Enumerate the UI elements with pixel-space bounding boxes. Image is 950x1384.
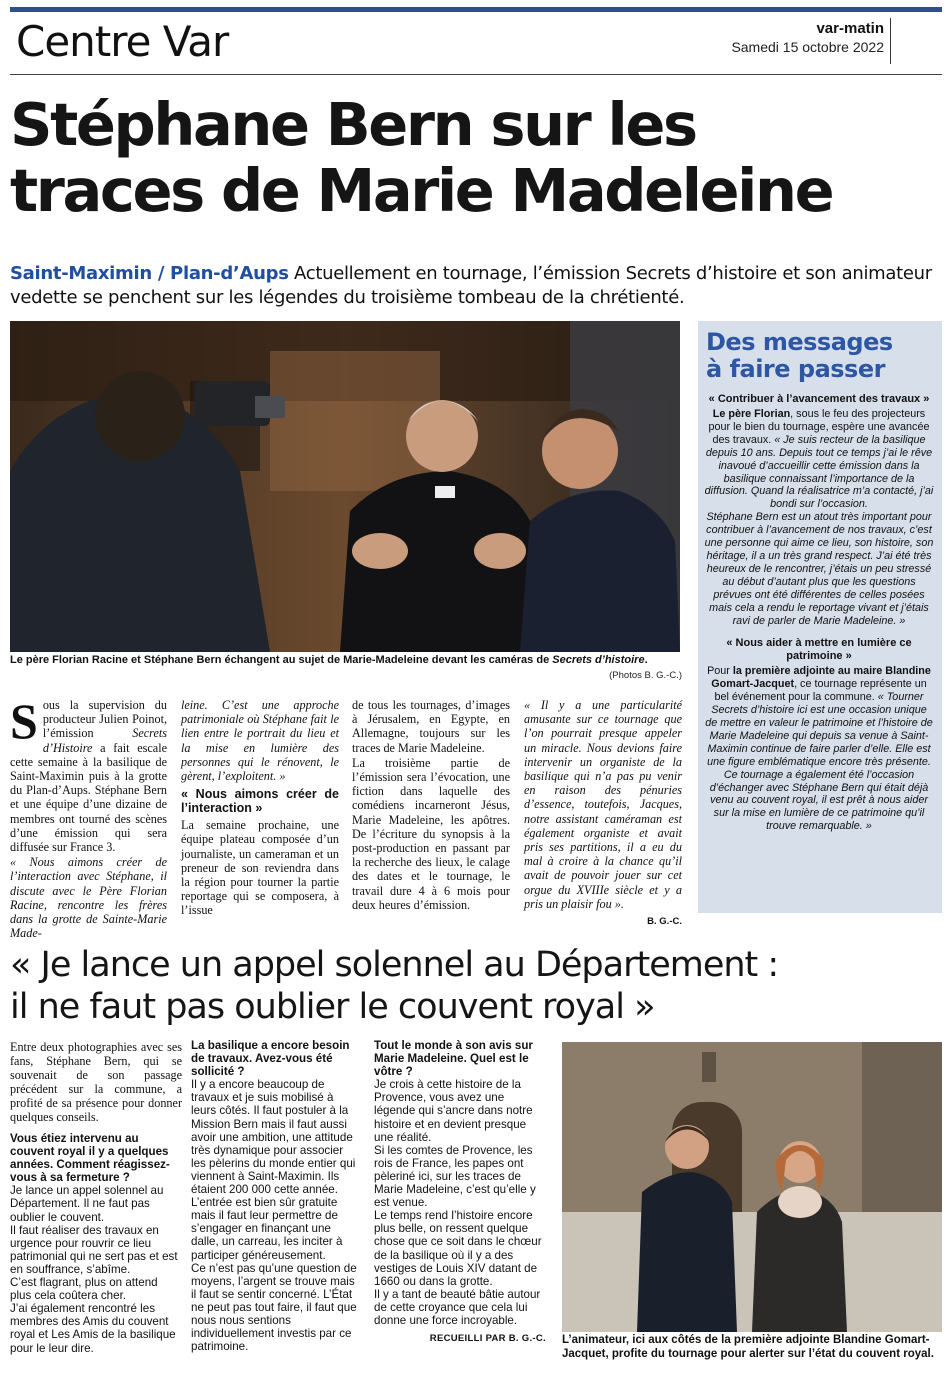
article-paragraph [10, 855, 167, 940]
article-column-4 [524, 698, 682, 929]
interview-headline [10, 944, 940, 1028]
article-paragraph: La troisième partie de l’émission sera l’évocation, une fiction dans laquelle des comédiens incarneront Jésus, Marie Madeleine, les apôtres. De l’écriture du synopsis à la post-production en passant par la recherche des lieux, le calage des dates et le tournage, le travail dure 4 à 6 mois pour deux heures d’émission. [352, 755, 510, 912]
sidebar-text: , sous le feu des projecteurs pour le bien du tournage, espère une avancée des travaux. [708, 408, 930, 446]
caption-main: Le père Florian Racine et Stéphane Bern échangent au sujet de Marie-Madeleine devant les caméras de [10, 654, 553, 666]
sidebar-quote: Stéphane Bern est un atout très important pour contribuer à l’avancement de nos travaux, c’est une personne qui aime ce lieu, son histoire, son héritage, il a un très grand respect. J’ai été très heureux de le rencontrer, j’étais un peu stressé au début d’autant plus que les questions prévues ont été différentes de celles posées mais cela a rendu le reportage vivant et j’étais ravi de parler de Marie Madeleine. » [704, 511, 934, 627]
interview-answer: C’est flagrant, plus on attend plus cela coûtera cher. [10, 1276, 158, 1303]
article-paragraph: de tous les tournages, d’images à Jérusalem, en Egypte, en Allemagne, toujours sur les traces de Marie Madeleine. [352, 698, 510, 755]
top-accent-bar [10, 7, 942, 12]
interview-credit: RECUEILLI PAR B. G.-C. [429, 1333, 546, 1345]
article-paragraph: La semaine prochaine, une équipe plateau composée d’un journaliste, un cameraman et un preneur de son reviendra dans la région pour tourner la partie reportage qui se composera, à l’issue [181, 818, 339, 918]
sidebar-paragraph [704, 408, 934, 511]
interview-answer: Il y a encore beaucoup de travaux et je suis mobilisé à leurs côtés. Il faut postuler à la Mission Bern mais il faut aussi avoir une ambition, une attitude très dynamique pour associer les pèlerins du monde entier qui viennent à Saint-Maximin. Ils étaient 200 000 cette année. [191, 1078, 356, 1197]
article-quote: « Il y a une particularité amusante sur ce tournage que l’on pourrait presque appeler un miracle. Nous devions faire intervenir un organiste de la basilique qui n’a pas pu venir en raison des pénuries d’essence, toutefois, Jacques, notre assistant caméraman est également organiste et avait pris ses partitions, il a eu du mal à croire à la chance qu’il avait de pouvoir jouer sur cet orgue du XVIIIe siècle et y a pris un plaisir fou ». [524, 698, 682, 911]
header-rule [10, 74, 942, 75]
interview-answer: J’ai également rencontré les membres des Amis du couvent royal et Les Amis de la basilique pour le leur dire. [10, 1302, 176, 1355]
sidebar-paragraph [704, 769, 934, 834]
interview-answer: Je crois à cette histoire de la Provence, vous avez une légende qui s’ancre dans notre histoire et en devient presque une réalité. [374, 1078, 533, 1144]
sidebar-quote: Ce tournage a également été l’occasion d’échanger avec Stéphane Bern qui était déjà venu au couvent royal, il est prêt à nous aider sur la mise en lumière de ce patrimoine qu’il trouve remarquable. » [709, 768, 929, 833]
paper-name: var-matin [816, 20, 884, 37]
basilica-illustration [562, 1042, 942, 1332]
article-text: ous la supervision du producteur Julien Poinot, l’émission [42, 698, 167, 741]
interview-answer: Ce n’est pas qu’une question de moyens, l’argent se trouve mais il faut se sentir concerné. L’État ne peut pas tout faire, il faut que nous nous sentions individuellement investis par ce patrimoine. [191, 1261, 357, 1354]
sidebar-box [698, 321, 942, 913]
sidebar-paragraph [704, 665, 934, 768]
masthead [731, 20, 884, 55]
interview-headline-line-1: « Je lance un appel solennel au Département : [10, 945, 779, 985]
sidebar-title [706, 329, 934, 383]
interview-answer: Le temps rend l’histoire encore plus belle, on ressent quelque chose que ce soit dans le chœur de la basilique où il y a des vestiges de Louis XIV datant de 1660 ou dans la grotte. [374, 1209, 542, 1288]
article-column-2 [181, 698, 339, 919]
interview-answer: Il y a tant de beauté bâtie autour de cette croyance que cela lui donne une force incroyable. [374, 1287, 541, 1327]
section-title: Centre Var [16, 17, 229, 66]
standfirst-location: Saint-Maximin / Plan-d’Aups [10, 263, 289, 284]
article-subhead: « Nous aimons créer de l’interaction » [181, 787, 339, 816]
sidebar-quote: « Tourner Secrets d’histoire ici est une occasion unique de mettre en valeur le patrimoine et l’histoire de Marie Madeleine qui depuis sa venue à Saint-Maximin continue de faire parler d’elle. Elle est une figure emblématique encore très présente. [705, 691, 933, 768]
issue-date: Samedi 15 octobre 2022 [731, 39, 884, 55]
interview-column-2 [191, 1034, 361, 1353]
drop-cap: S [10, 693, 38, 749]
standfirst-text: Actuellement en tournage, l’émission Secrets d’histoire et son animateur vedette se penchent sur les légendes du troisième tombeau de la chrétienté. [10, 263, 932, 308]
interview-answer: Il faut réaliser des travaux en urgence pour rouvrir ce lieu patrimonial qui ne sert pas et est en souffrance, s’abîme. [10, 1223, 178, 1276]
article-quote: « Nous aimons créer de l’interaction avec Stéphane, il discute avec le Père Florian Racine, rencontre les frères dans la grotte de Sainte-Marie Made- [10, 855, 167, 941]
article-paragraph [10, 693, 167, 855]
article-paragraph [181, 698, 339, 783]
interview-headline-line-2: il ne faut pas oublier le couvent royal » [10, 987, 655, 1027]
article-column-1 [10, 693, 167, 941]
article-quote: leine. C’est une approche patrimoniale où Stéphane fait le lien entre le portrait du lieu et la mise en lumière des personnes qui le rénovent, le gèrent, l’exploitent. » [181, 698, 339, 784]
photo2-caption: L’animateur, ici aux côtés de la première adjointe Blandine Gomart-Jacquet, profite du tournage pour alerter sur l’état du couvent royal. [562, 1334, 934, 1360]
sidebar-quote: « Je suis recteur de la basilique depuis 10 ans. Depuis tout ce temps j’ai le rêve inavoué d’accueillir cette émission dans la basilique connaissant l’importance de la diffusion. Quand la réalisatrice m’a contacté, j’ai bondi sur l’occasion. [704, 433, 934, 511]
interview-column-1 [10, 1040, 182, 1355]
caption-italic: Secrets d’histoire [552, 654, 645, 666]
sidebar-subhead: « Contribuer à l’avancement des travaux » [708, 393, 930, 405]
interview-answer: Si les comtes de Provence, les rois de France, les papes ont pèleriné ici, sur les traces de Marie Madeleine, c’est qu’elle y est venue. [374, 1143, 536, 1210]
sidebar-name: Le père Florian [712, 408, 791, 420]
headline-line-1: Stéphane Bern sur les [10, 90, 696, 159]
caption-end: . [644, 654, 648, 666]
interview-column-3 [374, 1034, 546, 1345]
sidebar-text: , ce tournage représente un bel événement pour la commune. [714, 678, 927, 704]
interview-question: La basilique a encore besoin de travaux. Avez-vous été sollicité ? [191, 1039, 350, 1079]
interview-question: Tout le monde à son avis sur Marie Madeleine. Quel est le vôtre ? [374, 1039, 533, 1079]
masthead-divider [890, 18, 891, 64]
sidebar-name: la première adjointe au maire Blandine Gomart-Jacquet [711, 665, 931, 691]
article-signature: B. G.-C. [647, 916, 682, 928]
sidebar-text: Pour [707, 665, 733, 678]
article-column-3 [352, 698, 510, 913]
photo-credit: (Photos B. G.-C.) [609, 670, 682, 681]
interview-answer: Je lance un appel solennel au Département. Il ne faut pas oublier le couvent. [10, 1184, 164, 1224]
sidebar-title-line-1: Des messages [706, 328, 893, 356]
standfirst [10, 262, 935, 310]
interview-intro: Entre deux photographies avec ses fans, Stéphane Bern, qui se souvenait de son passage précédent sur la commune, a profité de sa présence pour donner quelques conseils. [10, 1040, 182, 1124]
sidebar-paragraph [704, 511, 934, 627]
sidebar-title-line-2: à faire passer [706, 355, 885, 383]
headline [10, 92, 940, 224]
photo-bern-and-deputy-mayor [562, 1042, 942, 1332]
photo-filming-scene [10, 321, 680, 652]
article-italic: Secrets d’Histoire [42, 726, 167, 755]
interview-question: Vous étiez intervenu au couvent royal il y a quelques années. Comment réagissez-vous à sa fermeture ? [10, 1132, 170, 1185]
sidebar-subhead: « Nous aider à mettre en lumière ce patrimoine » [726, 637, 912, 663]
filming-illustration [10, 321, 680, 652]
interview-answer: L’entrée est bien sûr gratuite mais il faut leur permettre de s’engager en finançant une dalle, un carreau, les inciter à participer généreusement. [191, 1196, 343, 1262]
headline-line-2: traces de Marie Madeleine [10, 156, 833, 225]
photo-caption [10, 654, 682, 667]
article-paragraph [524, 698, 682, 911]
article-text: a fait escale cette semaine à la basilique de Saint-Maximin puis à la grotte du Plan-d’Aups. Stéphane Bern et une équipe d’une dizaine de membres ont tourné des scènes d’une émission qui sera diffusée sur France 3. [10, 740, 167, 855]
